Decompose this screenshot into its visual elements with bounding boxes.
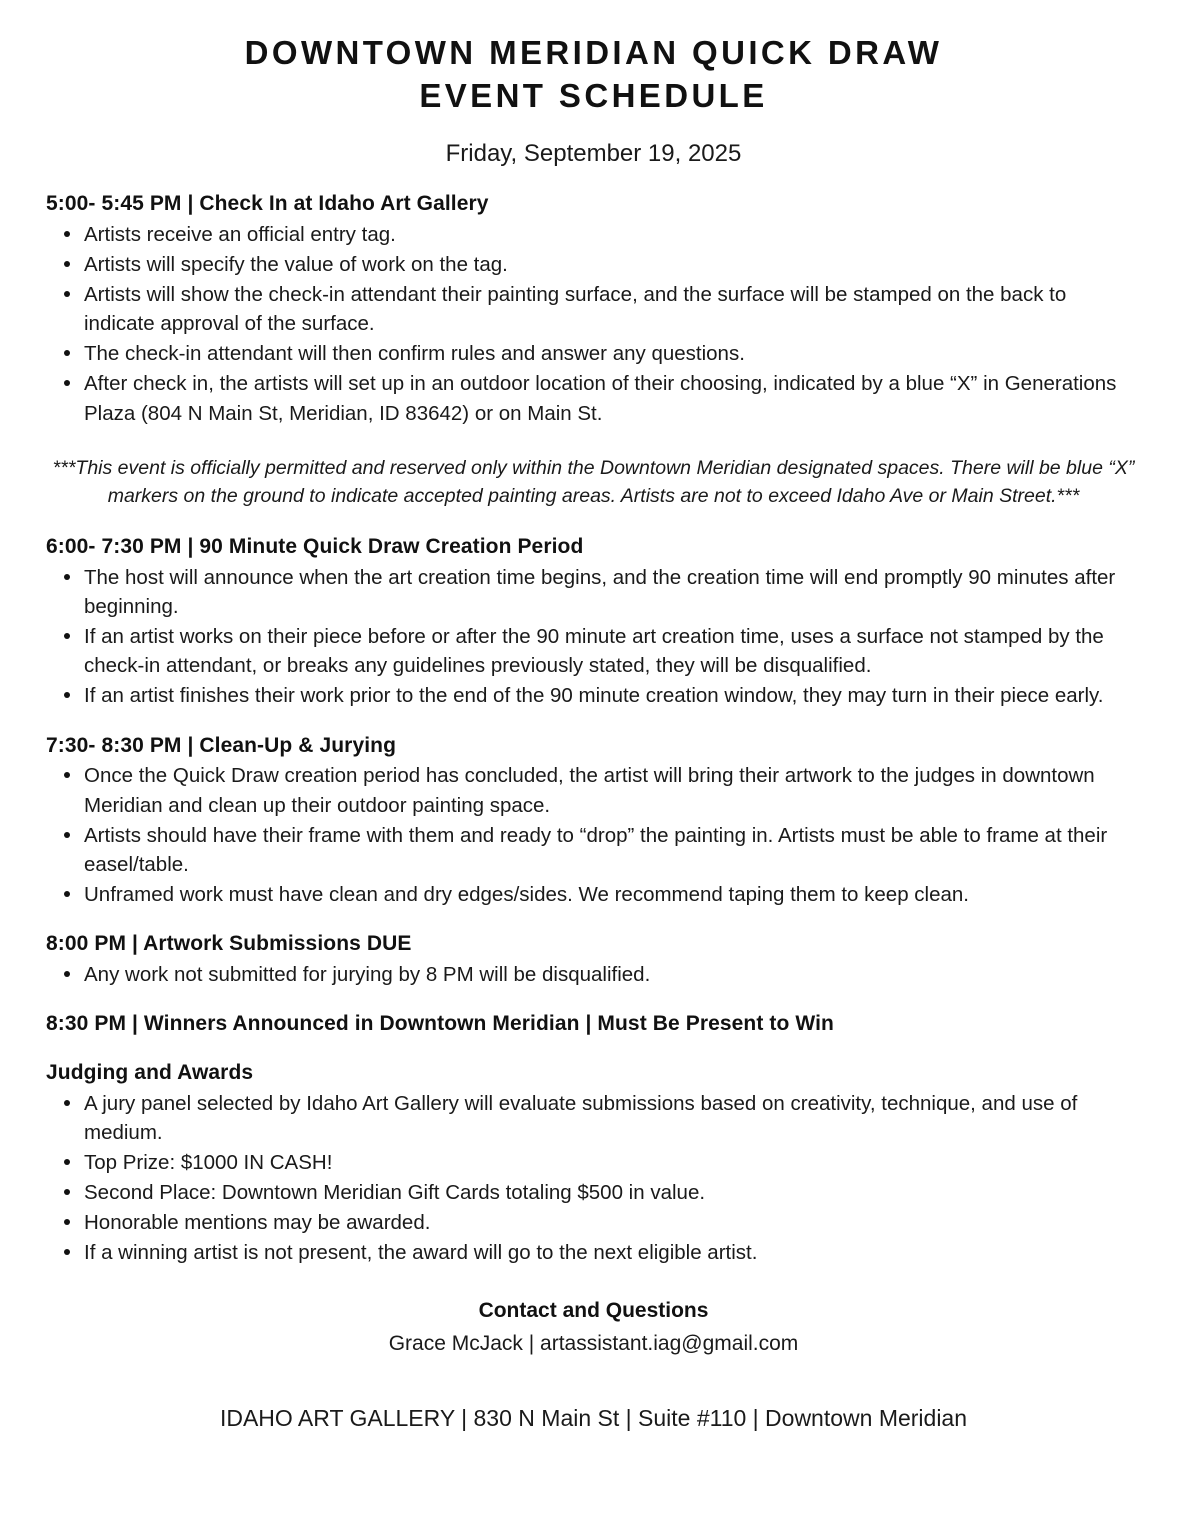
section-heading: 8:00 PM | Artwork Submissions DUE [46,931,412,955]
list-item: Once the Quick Draw creation period has concluded, the artist will bring their artwork to the judges in downtown Meridian and clean up their outdoor painting space. [46,761,1141,819]
list-item: The host will announce when the art creation time begins, and the creation time will end promptly 90 minutes after beginning. [46,563,1141,621]
section-submissions-due [46,931,1141,989]
page-title-line-1: DOWNTOWN MERIDIAN QUICK DRAW [244,34,943,71]
section-bullet-list [46,761,1141,909]
list-item: Artists will specify the value of work on the tag. [46,250,1141,279]
page-title [46,0,1141,118]
list-item: Any work not submitted for jurying by 8 PM will be disqualified. [46,960,1141,989]
section-bullet-list [46,1089,1141,1268]
contact-block [46,1297,1141,1358]
list-item: After check in, the artists will set up in an outdoor location of their choosing, indicated by a blue “X” in Generations Plaza (804 N Main St, Meridian, ID 83642) or on Main St. [46,369,1141,427]
list-item: If an artist works on their piece before or after the 90 minute art creation time, uses a surface not stamped by the check-in attendant, or breaks any guidelines previously stated, they will be disqualified. [46,622,1141,680]
section-heading: 5:00- 5:45 PM | Check In at Idaho Art Gallery [46,191,489,215]
section-heading: 7:30- 8:30 PM | Clean-Up & Jurying [46,733,397,757]
contact-details: Grace McJack | artassistant.iag@gmail.com [388,1331,799,1355]
section-heading: 8:30 PM | Winners Announced in Downtown Meridian | Must Be Present to Win [46,1011,834,1035]
section-bullet-list [46,960,1141,989]
section-check-in [46,191,1141,428]
list-item: Second Place: Downtown Meridian Gift Cards totaling $500 in value. [46,1178,1141,1207]
list-item: Honorable mentions may be awarded. [46,1208,1141,1237]
section-cleanup-jurying [46,733,1141,909]
list-item: Artists should have their frame with them and ready to “drop” the painting in. Artists must be able to frame at their easel/table. [46,821,1141,879]
section-bullet-list [46,563,1141,711]
section-winners-announced [46,1011,1141,1038]
list-item: Top Prize: $1000 IN CASH! [46,1148,1141,1177]
event-date: Friday, September 19, 2025 [445,139,742,167]
list-item: If an artist finishes their work prior to the end of the 90 minute creation window, they may turn in their piece early. [46,681,1141,710]
venue-footer: IDAHO ART GALLERY | 830 N Main St | Suite #110 | Downtown Meridian [219,1405,968,1432]
permit-note: ***This event is officially permitted and reserved only within the Downtown Meridian designated spaces. There will be blue “X” markers on the ground to indicate accepted painting areas. Artists are not to exceed Idaho Ave or Main Street.*** [52,456,1135,507]
contact-heading: Contact and Questions [478,1299,709,1323]
section-creation-period [46,534,1141,710]
list-item: Unframed work must have clean and dry edges/sides. We recommend taping them to keep clean. [46,880,1141,909]
list-item: The check-in attendant will then confirm rules and answer any questions. [46,339,1141,368]
page-title-line-2: EVENT SCHEDULE [419,76,768,114]
section-heading: Judging and Awards [46,1060,254,1084]
section-judging-awards [46,1060,1141,1268]
section-heading: 6:00- 7:30 PM | 90 Minute Quick Draw Creation Period [46,535,584,559]
list-item: Artists will show the check-in attendant their painting surface, and the surface will be stamped on the back to indicate approval of the surface. [46,280,1141,338]
list-item: If a winning artist is not present, the award will go to the next eligible artist. [46,1238,1141,1267]
list-item: Artists receive an official entry tag. [46,220,1141,249]
section-bullet-list [46,220,1141,428]
list-item: A jury panel selected by Idaho Art Gallery will evaluate submissions based on creativity, technique, and use of medium. [46,1089,1141,1147]
